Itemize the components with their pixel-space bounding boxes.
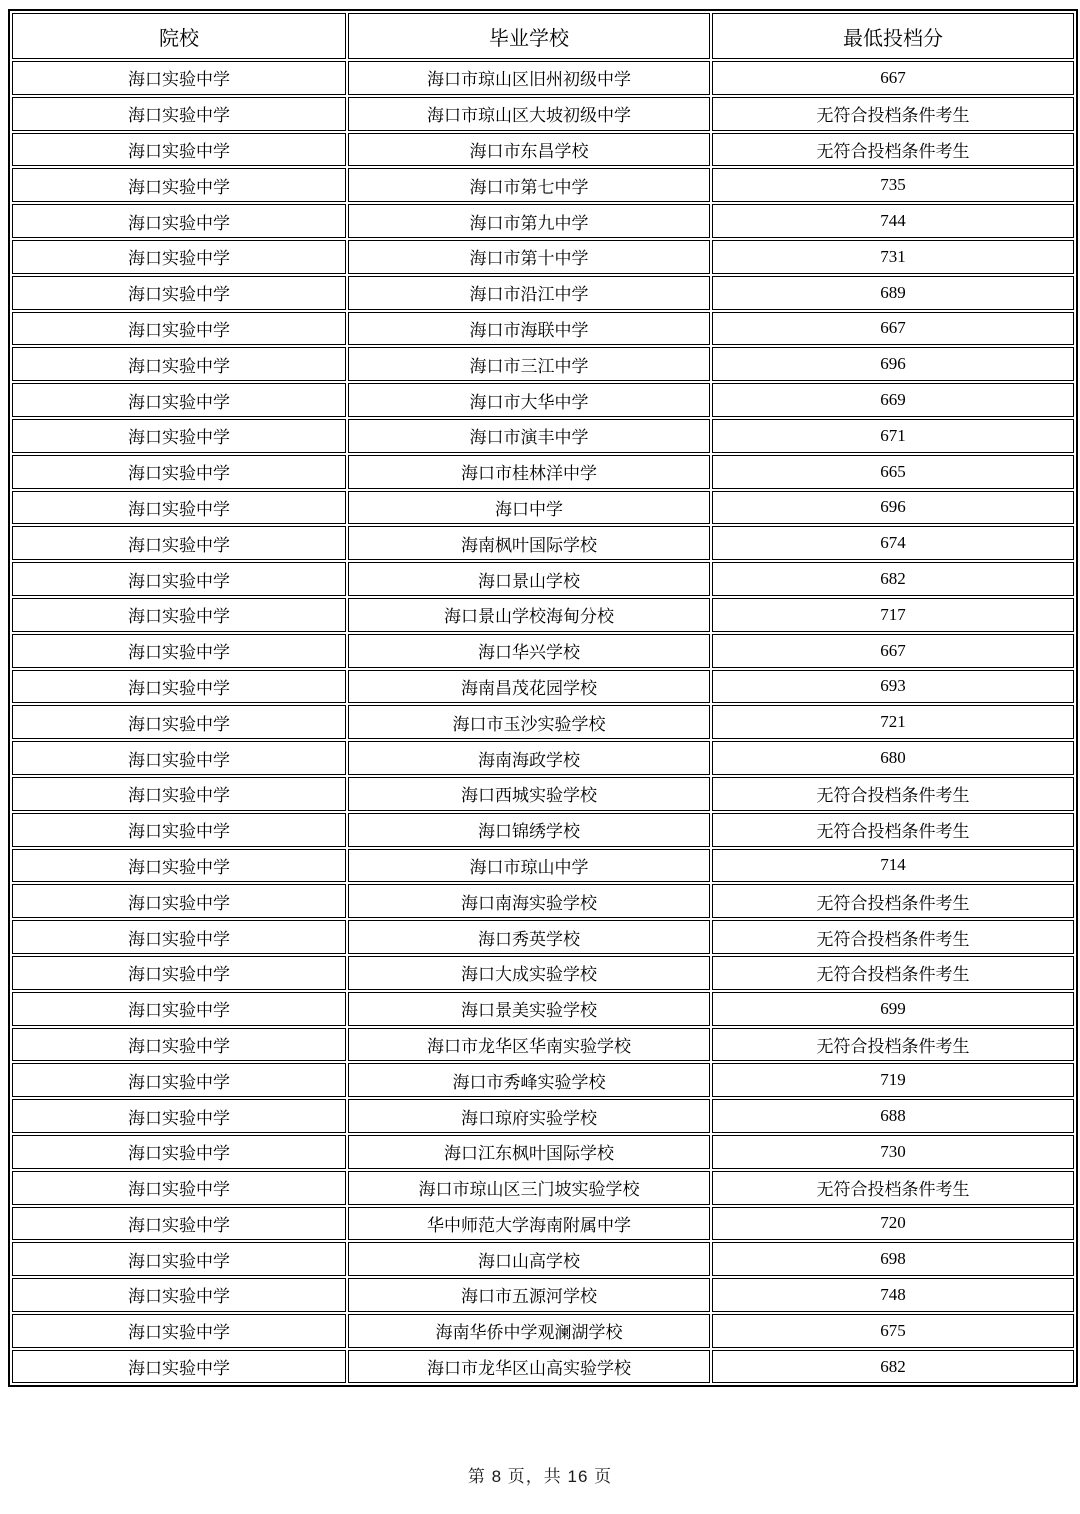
graduation-school-cell: 海口琼府实验学校 (348, 1099, 710, 1133)
college-cell: 海口实验中学 (12, 526, 346, 560)
min-score-cell: 730 (712, 1135, 1074, 1169)
graduation-school-cell: 海口西城实验学校 (348, 777, 710, 811)
min-score-cell: 693 (712, 670, 1074, 704)
graduation-school-cell: 海口江东枫叶国际学校 (348, 1135, 710, 1169)
graduation-school-cell: 海口市龙华区山高实验学校 (348, 1350, 710, 1384)
table-row (12, 168, 1074, 202)
table-row (12, 1314, 1074, 1348)
min-score-cell: 665 (712, 455, 1074, 489)
min-score-cell: 719 (712, 1063, 1074, 1097)
college-cell: 海口实验中学 (12, 1135, 346, 1169)
min-score-cell: 667 (712, 634, 1074, 668)
college-cell: 海口实验中学 (12, 491, 346, 525)
graduation-school-cell: 海南海政学校 (348, 741, 710, 775)
admission-score-table (8, 9, 1078, 1387)
table-row (12, 133, 1074, 167)
graduation-school-cell: 海南枫叶国际学校 (348, 526, 710, 560)
college-cell: 海口实验中学 (12, 1207, 346, 1241)
table-row (12, 240, 1074, 274)
college-cell: 海口实验中学 (12, 1278, 346, 1312)
college-cell: 海口实验中学 (12, 813, 346, 847)
table-row (12, 634, 1074, 668)
column-header-graduation-school: 毕业学校 (348, 13, 710, 59)
min-score-cell: 689 (712, 276, 1074, 310)
graduation-school-cell: 海口山高学校 (348, 1242, 710, 1276)
table-row (12, 777, 1074, 811)
min-score-cell: 720 (712, 1207, 1074, 1241)
college-cell: 海口实验中学 (12, 347, 346, 381)
college-cell: 海口实验中学 (12, 920, 346, 954)
table-row (12, 705, 1074, 739)
column-header-min-score: 最低投档分 (712, 13, 1074, 59)
graduation-school-cell: 海口大成实验学校 (348, 956, 710, 990)
graduation-school-cell: 海口市玉沙实验学校 (348, 705, 710, 739)
table-row (12, 992, 1074, 1026)
graduation-school-cell: 海口景山学校 (348, 562, 710, 596)
min-score-cell: 无符合投档条件考生 (712, 920, 1074, 954)
table-row (12, 920, 1074, 954)
table-row (12, 884, 1074, 918)
table-row (12, 204, 1074, 238)
college-cell: 海口实验中学 (12, 1099, 346, 1133)
table-row (12, 61, 1074, 95)
graduation-school-cell: 海口中学 (348, 491, 710, 525)
min-score-cell: 无符合投档条件考生 (712, 133, 1074, 167)
min-score-cell: 无符合投档条件考生 (712, 777, 1074, 811)
college-cell: 海口实验中学 (12, 1350, 346, 1384)
table-row (12, 1135, 1074, 1169)
min-score-cell: 699 (712, 992, 1074, 1026)
page-number: 第 8 页，共 16 页 (467, 1467, 613, 1486)
min-score-cell: 688 (712, 1099, 1074, 1133)
min-score-cell: 696 (712, 347, 1074, 381)
college-cell: 海口实验中学 (12, 276, 346, 310)
min-score-cell: 735 (712, 168, 1074, 202)
graduation-school-cell: 海口锦绣学校 (348, 813, 710, 847)
college-cell: 海口实验中学 (12, 168, 346, 202)
graduation-school-cell: 海口市大华中学 (348, 383, 710, 417)
graduation-school-cell: 海口市龙华区华南实验学校 (348, 1028, 710, 1062)
college-cell: 海口实验中学 (12, 383, 346, 417)
table-row (12, 1099, 1074, 1133)
college-cell: 海口实验中学 (12, 741, 346, 775)
college-cell: 海口实验中学 (12, 97, 346, 131)
table-row (12, 347, 1074, 381)
college-cell: 海口实验中学 (12, 598, 346, 632)
table-row (12, 1278, 1074, 1312)
graduation-school-cell: 海口市琼山区大坡初级中学 (348, 97, 710, 131)
min-score-cell: 721 (712, 705, 1074, 739)
graduation-school-cell: 海口市琼山中学 (348, 849, 710, 883)
college-cell: 海口实验中学 (12, 133, 346, 167)
college-cell: 海口实验中学 (12, 61, 346, 95)
table-row (12, 849, 1074, 883)
table-row (12, 1028, 1074, 1062)
college-cell: 海口实验中学 (12, 312, 346, 346)
college-cell: 海口实验中学 (12, 1171, 346, 1205)
min-score-cell: 731 (712, 240, 1074, 274)
min-score-cell: 744 (712, 204, 1074, 238)
graduation-school-cell: 海口市第七中学 (348, 168, 710, 202)
college-cell: 海口实验中学 (12, 1314, 346, 1348)
graduation-school-cell: 海口市海联中学 (348, 312, 710, 346)
graduation-school-cell: 海口市秀峰实验学校 (348, 1063, 710, 1097)
table-row (12, 670, 1074, 704)
graduation-school-cell: 海口市五源河学校 (348, 1278, 710, 1312)
college-cell: 海口实验中学 (12, 634, 346, 668)
graduation-school-cell: 海口市演丰中学 (348, 419, 710, 453)
table-row (12, 491, 1074, 525)
min-score-cell: 667 (712, 61, 1074, 95)
min-score-cell: 698 (712, 1242, 1074, 1276)
table-row (12, 97, 1074, 131)
college-cell: 海口实验中学 (12, 455, 346, 489)
table-row (12, 813, 1074, 847)
table-row (12, 1350, 1074, 1384)
college-cell: 海口实验中学 (12, 1028, 346, 1062)
college-cell: 海口实验中学 (12, 1063, 346, 1097)
table-row (12, 1063, 1074, 1097)
min-score-cell: 无符合投档条件考生 (712, 813, 1074, 847)
min-score-cell: 682 (712, 1350, 1074, 1384)
min-score-cell: 无符合投档条件考生 (712, 884, 1074, 918)
min-score-cell: 682 (712, 562, 1074, 596)
graduation-school-cell: 海口市桂林洋中学 (348, 455, 710, 489)
table-row (12, 1207, 1074, 1241)
graduation-school-cell: 华中师范大学海南附属中学 (348, 1207, 710, 1241)
college-cell: 海口实验中学 (12, 705, 346, 739)
graduation-school-cell: 海口市第九中学 (348, 204, 710, 238)
graduation-school-cell: 海口市沿江中学 (348, 276, 710, 310)
college-cell: 海口实验中学 (12, 849, 346, 883)
graduation-school-cell: 海口市琼山区三门坡实验学校 (348, 1171, 710, 1205)
graduation-school-cell: 海口南海实验学校 (348, 884, 710, 918)
graduation-school-cell: 海口华兴学校 (348, 634, 710, 668)
graduation-school-cell: 海口景山学校海甸分校 (348, 598, 710, 632)
graduation-school-cell: 海口秀英学校 (348, 920, 710, 954)
college-cell: 海口实验中学 (12, 562, 346, 596)
min-score-cell: 无符合投档条件考生 (712, 1171, 1074, 1205)
table-row (12, 455, 1074, 489)
college-cell: 海口实验中学 (12, 204, 346, 238)
graduation-school-cell: 海口市东昌学校 (348, 133, 710, 167)
min-score-cell: 717 (712, 598, 1074, 632)
min-score-cell: 680 (712, 741, 1074, 775)
graduation-school-cell: 海南华侨中学观澜湖学校 (348, 1314, 710, 1348)
min-score-cell: 714 (712, 849, 1074, 883)
table-row (12, 526, 1074, 560)
graduation-school-cell: 海口市第十中学 (348, 240, 710, 274)
graduation-school-cell: 海南昌茂花园学校 (348, 670, 710, 704)
table-row (12, 419, 1074, 453)
table-row (12, 312, 1074, 346)
college-cell: 海口实验中学 (12, 956, 346, 990)
college-cell: 海口实验中学 (12, 884, 346, 918)
min-score-cell: 671 (712, 419, 1074, 453)
min-score-cell: 674 (712, 526, 1074, 560)
min-score-cell: 748 (712, 1278, 1074, 1312)
college-cell: 海口实验中学 (12, 992, 346, 1026)
table-row (12, 956, 1074, 990)
min-score-cell: 无符合投档条件考生 (712, 97, 1074, 131)
table-row (12, 383, 1074, 417)
min-score-cell: 669 (712, 383, 1074, 417)
min-score-cell: 无符合投档条件考生 (712, 1028, 1074, 1062)
score-table-body (12, 61, 1074, 1383)
column-header-college: 院校 (12, 13, 346, 59)
table-row (12, 598, 1074, 632)
min-score-cell: 667 (712, 312, 1074, 346)
college-cell: 海口实验中学 (12, 240, 346, 274)
college-cell: 海口实验中学 (12, 670, 346, 704)
graduation-school-cell: 海口景美实验学校 (348, 992, 710, 1026)
min-score-cell: 696 (712, 491, 1074, 525)
table-row (12, 1171, 1074, 1205)
college-cell: 海口实验中学 (12, 1242, 346, 1276)
table-row (12, 562, 1074, 596)
header-row (12, 13, 1074, 59)
graduation-school-cell: 海口市琼山区旧州初级中学 (348, 61, 710, 95)
college-cell: 海口实验中学 (12, 777, 346, 811)
min-score-cell: 无符合投档条件考生 (712, 956, 1074, 990)
college-cell: 海口实验中学 (12, 419, 346, 453)
table-row (12, 741, 1074, 775)
min-score-cell: 675 (712, 1314, 1074, 1348)
table-row (12, 276, 1074, 310)
graduation-school-cell: 海口市三江中学 (348, 347, 710, 381)
table-row (12, 1242, 1074, 1276)
